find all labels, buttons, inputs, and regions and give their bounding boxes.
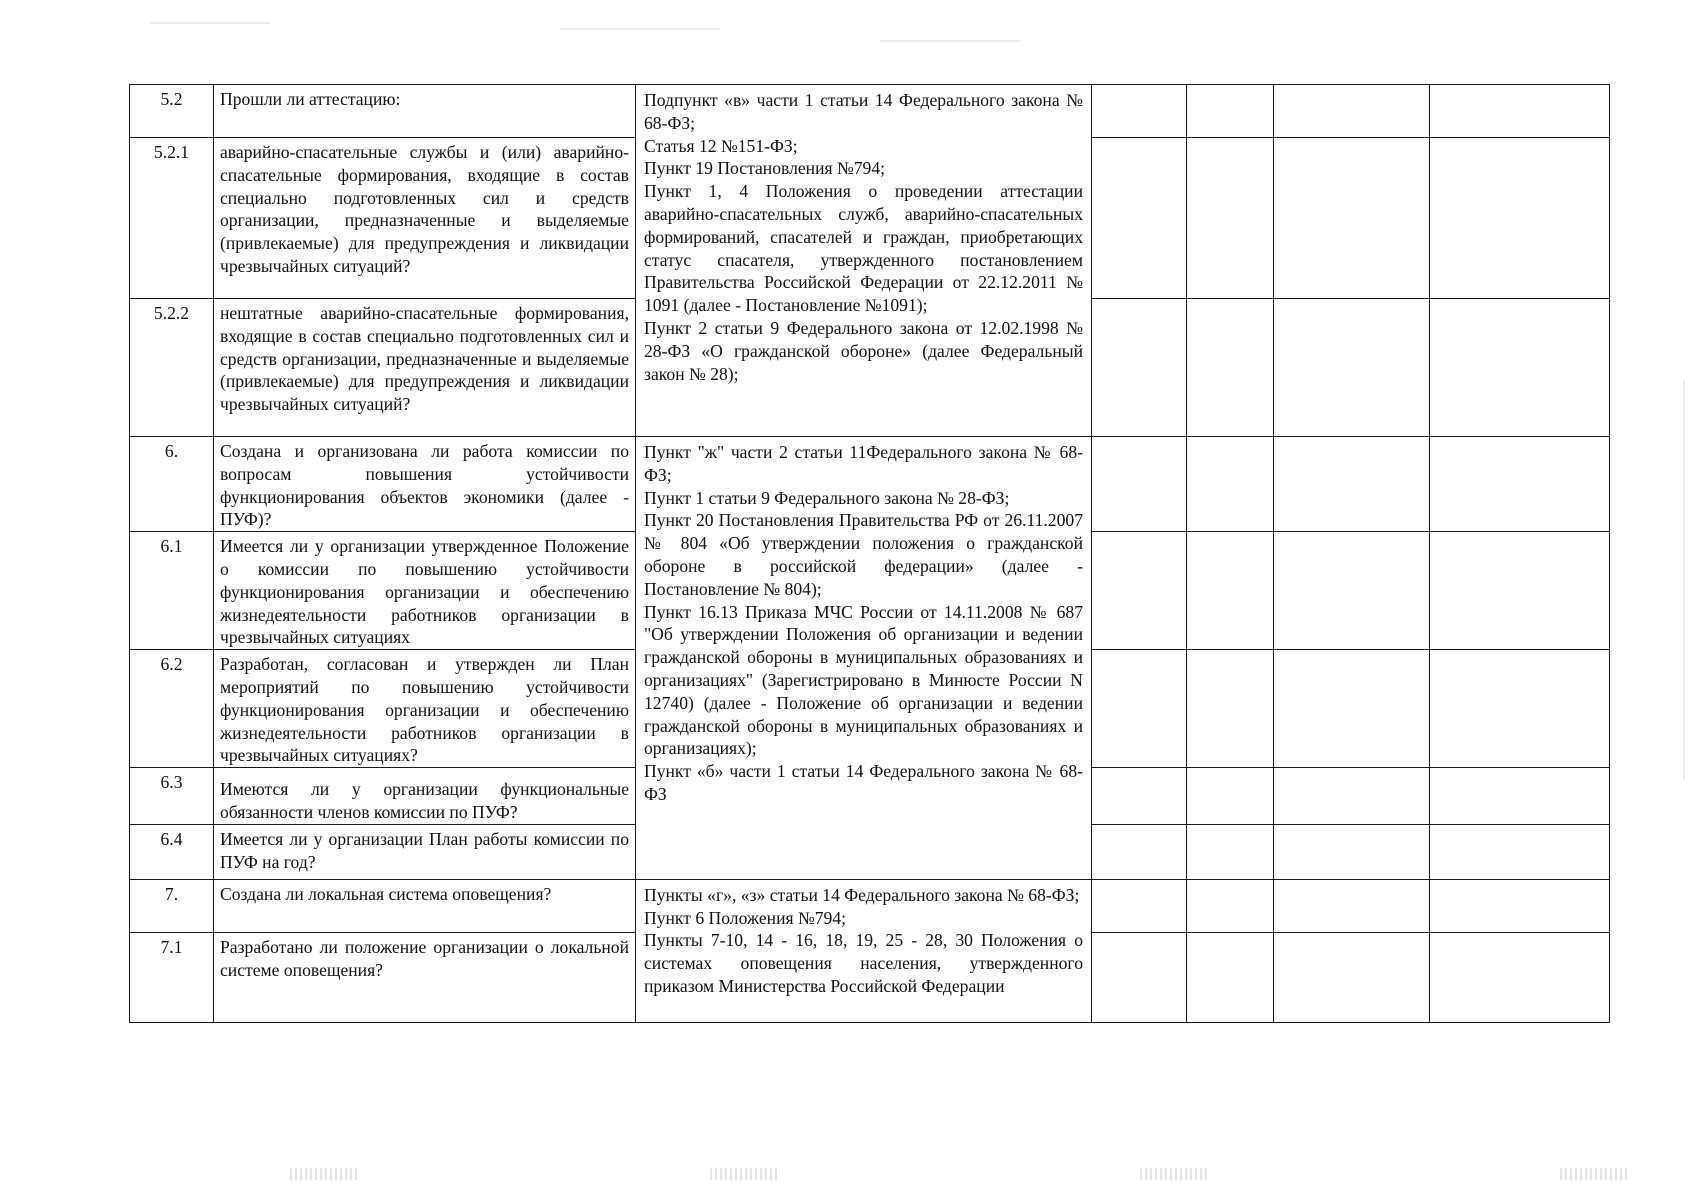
row-number: 6. bbox=[130, 437, 214, 532]
empty-cell bbox=[1430, 85, 1610, 138]
row-number: 6.3 bbox=[130, 768, 214, 825]
law-reference-cell bbox=[636, 879, 1092, 1022]
empty-cell bbox=[1430, 879, 1610, 932]
empty-cell bbox=[1274, 824, 1430, 879]
scan-artifact bbox=[150, 22, 270, 24]
empty-cell bbox=[1187, 768, 1274, 825]
empty-cell bbox=[1092, 532, 1187, 650]
row-number: 6.4 bbox=[130, 824, 214, 879]
row-question: Имеется ли у организации утвержденное Положение о комиссии по повышению устойчивости функционирования организации и обеспечению жизнедеятельности работников организации в чрезвычайных ситуациях bbox=[214, 532, 636, 650]
empty-cell bbox=[1430, 138, 1610, 299]
empty-cell bbox=[1187, 85, 1274, 138]
empty-cell bbox=[1092, 299, 1187, 437]
empty-cell bbox=[1274, 138, 1430, 299]
empty-cell bbox=[1187, 299, 1274, 437]
empty-cell bbox=[1430, 532, 1610, 650]
law-reference: Пункт 16.13 Приказа МЧС России от 14.11.2008 № 687 "Об утверждении Положения об организации и ведении гражданской обороны в муниципальных образованиях и организациях" (Зарегистрировано в Минюсте России N 12740) (далее - Положение об организации и ведении гражданской обороны в муниципальных образованиях и организациях); bbox=[644, 601, 1083, 759]
empty-cell bbox=[1274, 650, 1430, 768]
row-number: 5.2.1 bbox=[130, 138, 214, 299]
row-number: 7.1 bbox=[130, 932, 214, 1022]
law-reference: Статья 12 №151-ФЗ; bbox=[644, 135, 798, 156]
row-question: Прошли ли аттестацию: bbox=[214, 85, 636, 138]
empty-cell bbox=[1187, 879, 1274, 932]
law-reference: Пункт 1 статьи 9 Федерального закона № 28-ФЗ; bbox=[644, 487, 1010, 508]
law-reference: Пункт «б» части 1 статьи 14 Федерального закона № 68-ФЗ bbox=[644, 761, 1083, 804]
table-row bbox=[130, 85, 1610, 138]
empty-cell bbox=[1274, 932, 1430, 1022]
row-number: 5.2.2 bbox=[130, 299, 214, 437]
empty-cell bbox=[1187, 650, 1274, 768]
scan-artifact bbox=[710, 1168, 780, 1180]
law-reference: Пункт 1, 4 Положения о проведении аттестации аварийно-спасательных служб, аварийно-спасательных формирований, спасателей и граждан, приобретающих статус спасателя, утвержденного постановлением Правительства Российской Федерации от 22.12.2011 № 1091 (далее - Постановление №1091); bbox=[644, 181, 1083, 316]
empty-cell bbox=[1092, 879, 1187, 932]
law-reference: Пункт 2 статьи 9 Федерального закона от 12.02.1998 № 28-ФЗ «О гражданской обороне» (далее Федеральный закон № 28); bbox=[644, 317, 1083, 384]
scan-artifact bbox=[560, 28, 720, 30]
empty-cell bbox=[1430, 437, 1610, 532]
scan-artifact bbox=[880, 40, 1020, 42]
law-reference: Пункты 7-10, 14 - 16, 18, 19, 25 - 28, 30 Положения о системах оповещения населения, утвержденного приказом Министерства Российской Федерации bbox=[644, 930, 1083, 996]
table-row bbox=[130, 437, 1610, 532]
empty-cell bbox=[1092, 85, 1187, 138]
empty-cell bbox=[1187, 824, 1274, 879]
law-reference: Подпункт «в» части 1 статьи 14 Федерального закона № 68-ФЗ; bbox=[644, 90, 1083, 133]
row-question: нештатные аварийно-спасательные формирования, входящие в состав специально подготовленных сил и средств организации, предназначенные и выделяемые (привлекаемые) для предупреждения и ликвидации чрезвычайных ситуаций? bbox=[214, 299, 636, 437]
empty-cell bbox=[1430, 932, 1610, 1022]
empty-cell bbox=[1187, 437, 1274, 532]
law-reference: Пункты «г», «з» статьи 14 Федерального закона № 68-ФЗ; bbox=[644, 884, 1080, 905]
empty-cell bbox=[1274, 768, 1430, 825]
empty-cell bbox=[1092, 138, 1187, 299]
empty-cell bbox=[1274, 85, 1430, 138]
empty-cell bbox=[1187, 138, 1274, 299]
empty-cell bbox=[1430, 650, 1610, 768]
scan-artifact bbox=[1683, 380, 1685, 780]
law-reference: Пункт "ж" части 2 статьи 11Федерального закона № 68-ФЗ; bbox=[644, 442, 1083, 485]
law-reference: Пункт 6 Положения №794; bbox=[644, 907, 847, 928]
empty-cell bbox=[1430, 768, 1610, 825]
law-reference: Пункт 20 Постановления Правительства РФ от 26.11.2007 № 804 «Об утверждении положения о гражданской обороне в российской федерации» (далее - Постановление № 804); bbox=[644, 510, 1083, 599]
row-number: 5.2 bbox=[130, 85, 214, 138]
law-reference-cell bbox=[636, 85, 1092, 437]
checklist-table bbox=[129, 84, 1610, 1023]
row-question: Создана ли локальная система оповещения? bbox=[214, 879, 636, 932]
empty-cell bbox=[1274, 437, 1430, 532]
empty-cell bbox=[1092, 932, 1187, 1022]
empty-cell bbox=[1187, 932, 1274, 1022]
row-question: аварийно-спасательные службы и (или) аварийно-спасательные формирования, входящие в состав специально подготовленных сил и средств организации, предназначенные и выделяемые (привлекаемые) для предупреждения и ликвидации чрезвычайных ситуаций? bbox=[214, 138, 636, 299]
row-question: Разработано ли положение организации о локальной системе оповещения? bbox=[214, 932, 636, 1022]
row-number: 6.1 bbox=[130, 532, 214, 650]
empty-cell bbox=[1430, 824, 1610, 879]
empty-cell bbox=[1274, 879, 1430, 932]
scan-artifact bbox=[1560, 1168, 1630, 1180]
row-number: 6.2 bbox=[130, 650, 214, 768]
empty-cell bbox=[1092, 768, 1187, 825]
table-row bbox=[130, 879, 1610, 932]
scan-artifact bbox=[290, 1168, 360, 1180]
scan-artifact bbox=[1140, 1168, 1210, 1180]
empty-cell bbox=[1274, 299, 1430, 437]
empty-cell bbox=[1092, 650, 1187, 768]
empty-cell bbox=[1092, 437, 1187, 532]
row-number: 7. bbox=[130, 879, 214, 932]
row-question: Создана и организована ли работа комиссии по вопросам повышения устойчивости функционирования объектов экономики (далее - ПУФ)? bbox=[214, 437, 636, 532]
law-reference-cell bbox=[636, 437, 1092, 880]
empty-cell bbox=[1430, 299, 1610, 437]
row-question: Разработан, согласован и утвержден ли План мероприятий по повышению устойчивости функционирования организации и обеспечению жизнедеятельности работников организации в чрезвычайных ситуациях? bbox=[214, 650, 636, 768]
empty-cell bbox=[1274, 532, 1430, 650]
row-question: Имеется ли у организации План работы комиссии по ПУФ на год? bbox=[214, 824, 636, 879]
empty-cell bbox=[1092, 824, 1187, 879]
empty-cell bbox=[1187, 532, 1274, 650]
row-question: Имеются ли у организации функциональные обязанности членов комиссии по ПУФ? bbox=[214, 768, 636, 825]
law-reference: Пункт 19 Постановления №794; bbox=[644, 158, 886, 179]
